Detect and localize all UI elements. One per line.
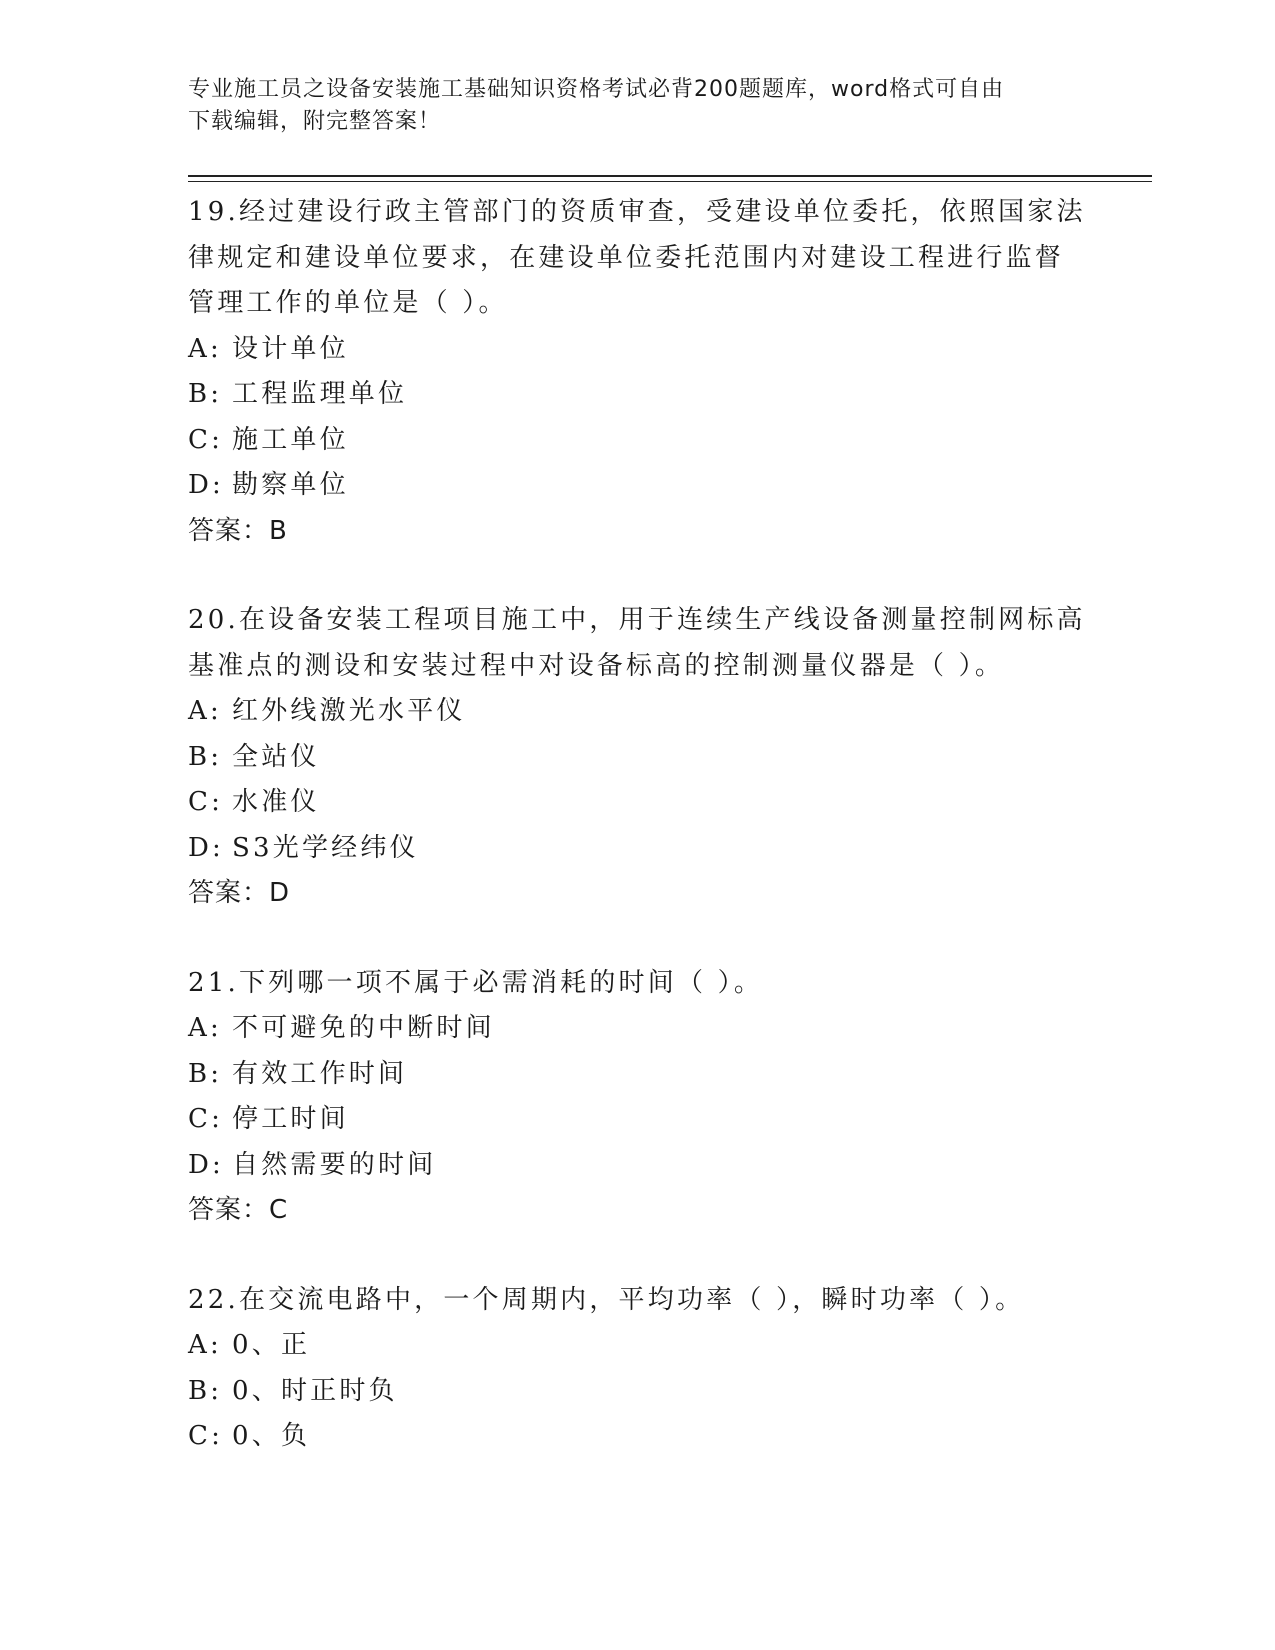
- question-spacer: [188, 554, 1088, 598]
- question-20: [188, 598, 1088, 917]
- option-b: [188, 1369, 1088, 1415]
- option-key: B:: [188, 741, 223, 772]
- option-a: [188, 1006, 1088, 1052]
- option-d: [188, 826, 1088, 872]
- option-text: 0、负: [232, 1421, 311, 1451]
- question-stem: 21.下列哪一项不属于必需消耗的时间（ ）。: [188, 967, 764, 998]
- option-text: S3光学经纬仪: [232, 832, 419, 863]
- option-key: A:: [188, 333, 222, 364]
- option-key: D:: [188, 1149, 225, 1180]
- option-key: D:: [188, 470, 225, 500]
- option-b: [188, 372, 1088, 418]
- option-key: C:: [188, 787, 224, 817]
- option-text: 红外线激光水平仪: [232, 696, 466, 726]
- option-a: [188, 689, 1088, 735]
- answer-text: 答案：B: [188, 515, 288, 546]
- option-text: 设计单位: [232, 333, 349, 364]
- option-c: [188, 418, 1088, 464]
- option-key: C:: [188, 424, 224, 455]
- question-19: [188, 190, 1088, 554]
- answer-text: 答案：C: [188, 1195, 289, 1225]
- option-text: 全站仪: [232, 741, 320, 772]
- option-key: A:: [188, 1330, 222, 1360]
- option-c: [188, 1097, 1088, 1143]
- header-divider-thick: [188, 175, 1152, 177]
- header-line-1: 专业施工员之设备安装施工基础知识资格考试必背200题题库，word格式可自由: [188, 77, 1005, 102]
- option-a: [188, 327, 1088, 373]
- option-key: C:: [188, 1421, 224, 1451]
- option-key: B:: [188, 1375, 223, 1406]
- question-spacer: [188, 917, 1088, 961]
- option-text: 勘察单位: [232, 470, 349, 500]
- answer-text: 答案：D: [188, 878, 291, 908]
- question-list: [188, 190, 1088, 1460]
- option-d: [188, 1143, 1088, 1189]
- option-d: [188, 463, 1088, 509]
- document-header: [188, 74, 1088, 138]
- question-spacer: [188, 1234, 1088, 1278]
- option-c: [188, 1414, 1088, 1460]
- option-text: 自然需要的时间: [232, 1149, 437, 1180]
- option-b: [188, 1052, 1088, 1098]
- header-line-2: 下载编辑，附完整答案！: [188, 109, 442, 134]
- option-b: [188, 735, 1088, 781]
- option-key: C:: [188, 1104, 224, 1134]
- option-text: 0、时正时负: [232, 1375, 398, 1406]
- option-text: 有效工作时间: [232, 1058, 408, 1089]
- option-c: [188, 780, 1088, 826]
- option-key: B:: [188, 379, 223, 409]
- option-key: A:: [188, 696, 222, 726]
- option-text: 水准仪: [232, 787, 320, 817]
- header-divider-thin: [188, 181, 1152, 182]
- option-key: D:: [188, 832, 225, 863]
- option-key: A:: [188, 1013, 222, 1043]
- question-stem: 22.在交流电路中，一个周期内，平均功率（ ），瞬时功率（ ）。: [188, 1284, 1025, 1315]
- option-text: 工程监理单位: [232, 379, 408, 409]
- question-stem: 20.在设备安装工程项目施工中，用于连续生产线设备测量控制网标高基准点的测设和安装过程中对设备标高的控制测量仪器是（ ）。: [188, 605, 1086, 681]
- option-text: 施工单位: [232, 424, 349, 455]
- option-key: B:: [188, 1058, 223, 1089]
- option-text: 停工时间: [232, 1104, 349, 1134]
- option-text: 不可避免的中断时间: [232, 1013, 495, 1043]
- question-21: [188, 961, 1088, 1234]
- question-stem: 19.经过建设行政主管部门的资质审查，受建设单位委托，依照国家法律规定和建设单位要求，在建设单位委托范围内对建设工程进行监督管理工作的单位是（ ）。: [188, 197, 1086, 318]
- option-text: 0、正: [232, 1330, 311, 1360]
- option-a: [188, 1323, 1088, 1369]
- question-22: [188, 1278, 1088, 1460]
